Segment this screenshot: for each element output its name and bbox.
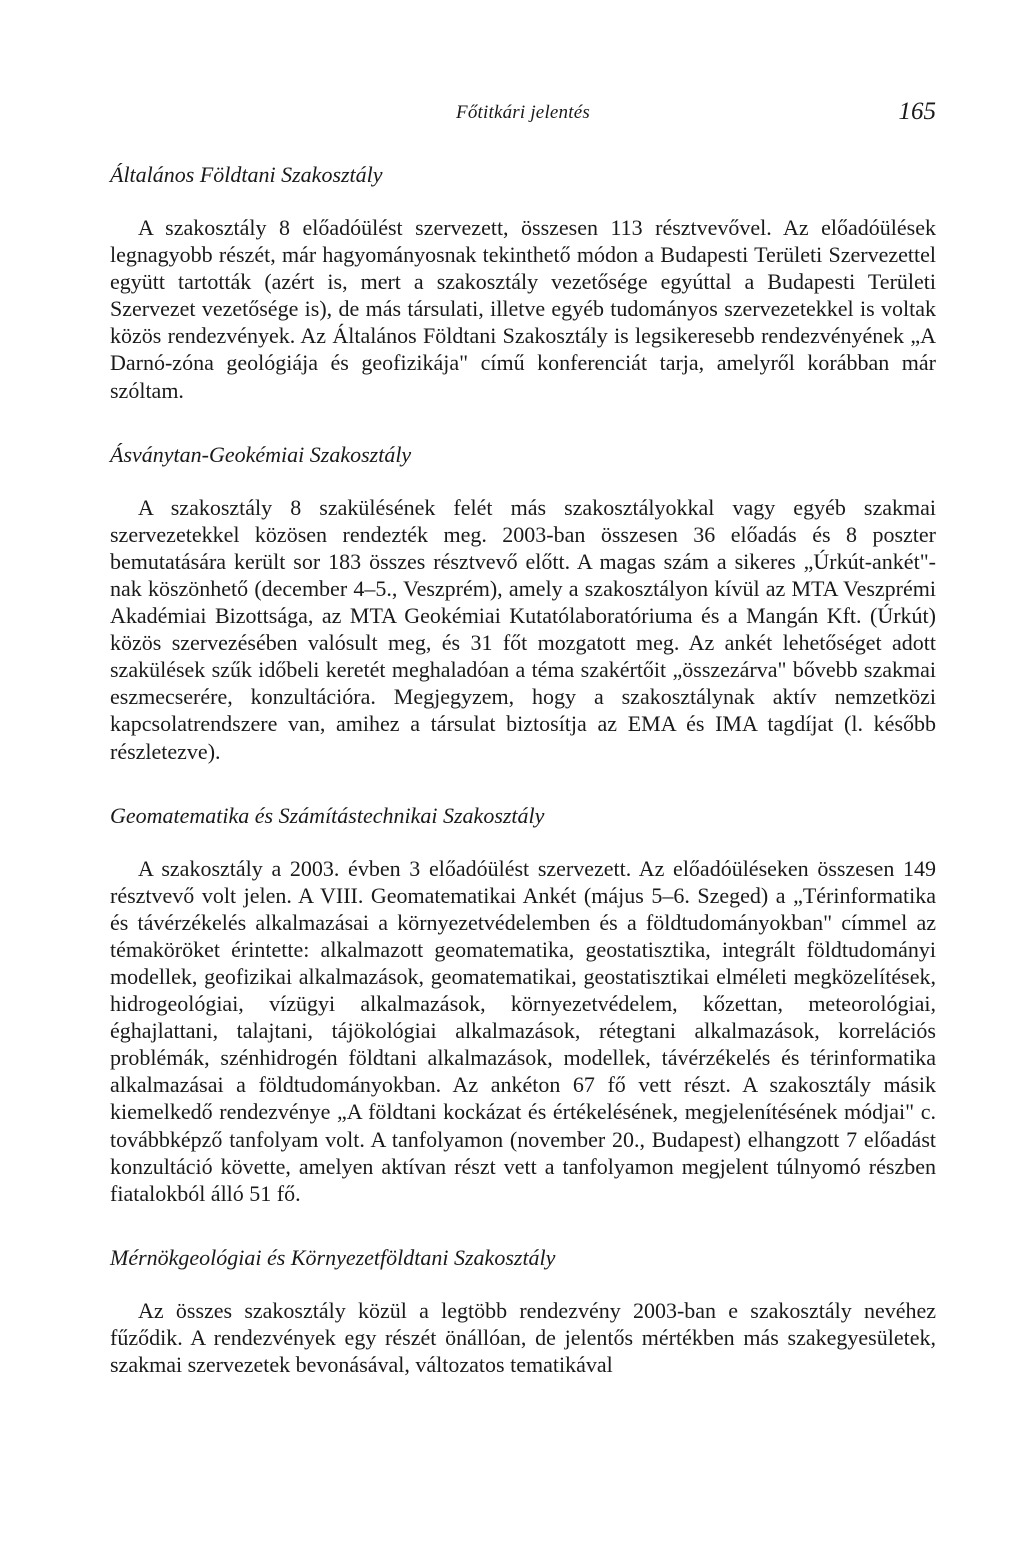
- section-heading: Ásványtan-Geokémiai Szakosztály: [110, 441, 412, 467]
- section-paragraph: A szakosztály 8 szakülésének felét más szakosztályokkal vagy egyéb szakmai szervezetekkel közösen rendezték meg. 2003-ban összesen 36 előadás és 8 poszter bemutatására került sor 183 összes résztvevő előtt. A magas szám a sikeres „Úrkút-ankét"-nak köszönhető (december 4–5., Veszprém), amely a szakosztályon kívül az MTA Veszprémi Akadémiai Bizottsága, az MTA Geokémiai Kutatólaboratóriuma és a Mangán Kft. (Úrkút) közös szervezésében valósult meg, és 31 főt mozgatott meg. Az ankét lehetőséget adott szakülések szűk időbeli keretét meghaladóan a téma szakértőit „összezárva" bővebb szakmai eszmecserére, konzultációra. Megjegyzem, hogy a szakosztálynak aktív nemzetközi kapcsolatrendszere van, amihez a társulat biztosítja az EMA és IMA tagdíjat (l. később részletezve).: [110, 494, 936, 764]
- page-content: [110, 160, 936, 1378]
- running-title: Főtitkári jelentés: [456, 102, 590, 123]
- section-paragraph: Az összes szakosztály közül a legtöbb rendezvény 2003-ban e szakosztály nevéhez fűződik. A rendezvények egy részét önállóan, de jelentős mértékben más szakegyesületek, szakmai szervezetek bevonásával, változatos tematikával: [110, 1297, 936, 1377]
- section-heading: Mérnökgeológiai és Környezetföldtani Szakosztály: [110, 1244, 556, 1270]
- page-number: 165: [898, 98, 936, 125]
- section-asvanytan-geokemiai: [110, 440, 936, 765]
- section-mernokgeologiai: [110, 1243, 936, 1378]
- running-head: [110, 98, 936, 128]
- section-heading: Általános Földtani Szakosztály: [110, 162, 383, 187]
- section-paragraph: A szakosztály 8 előadóülést szervezett, összesen 113 résztvevővel. Az előadóülések legnagyobb részét, már hagyományosnak tekinthető módon a Budapesti Területi Szervezettel együtt tartották (azért is, mert a szakosztály vezetősége egyúttal a Budapesti Területi Szervezet vezetősége is), de más társulati, illetve egyéb tudományos szervezetekkel is voltak közös rendezvények. Az Általános Földtani Szakosztály is legsikeresebb rendezvényének „A Darnó-zóna geológiája és geofizikája" című konferenciát tarja, amelyről korábban már szóltam.: [110, 215, 936, 403]
- section-paragraph: A szakosztály a 2003. évben 3 előadóülést szervezett. Az előadóüléseken összesen 149 résztvevő volt jelen. A VIII. Geomatematikai Ankét (május 5–6. Szeged) a „Térinformatika és távérzékelés alkalmazásai a környezetvédelemben és a földtudományokban" címmel az témaköröket érintette: alkalmazott geomatematika, geostatisztika, integrált földtudományi modellek, geofizikai alkalmazások, geomatematikai, geostatisztikai elméleti megközelítések, hidrogeológiai, vízügyi alkalmazások, környezetvédelem, kőzettan, meteorológiai, éghajlattani, talajtani, tájökológiai alkalmazások, rétegtani alkalmazások, korrelációs problémák, szénhidrogén földtani alkalmazások, modellek, távérzékelés és térinformatika alkalmazásai a földtudományokban. Az ankéton 67 fő vett részt. A szakosztály másik kiemelkedő rendezvénye „A földtani kockázat és értékelésének, megjelenítésének módjai" c. továbbképző tanfolyam volt. A tanfolyamon (november 20., Budapest) elhangzott 7 előadást konzultáció követte, amelyen aktívan részt vett a tanfolyamon megjelent túlnyomó részben fiatalokból álló 51 fő.: [110, 855, 936, 1206]
- section-geomatematika: [110, 801, 936, 1207]
- section-heading: Geomatematika és Számítástechnikai Szakosztály: [110, 802, 545, 828]
- section-altalanos-foldtani: [110, 160, 936, 404]
